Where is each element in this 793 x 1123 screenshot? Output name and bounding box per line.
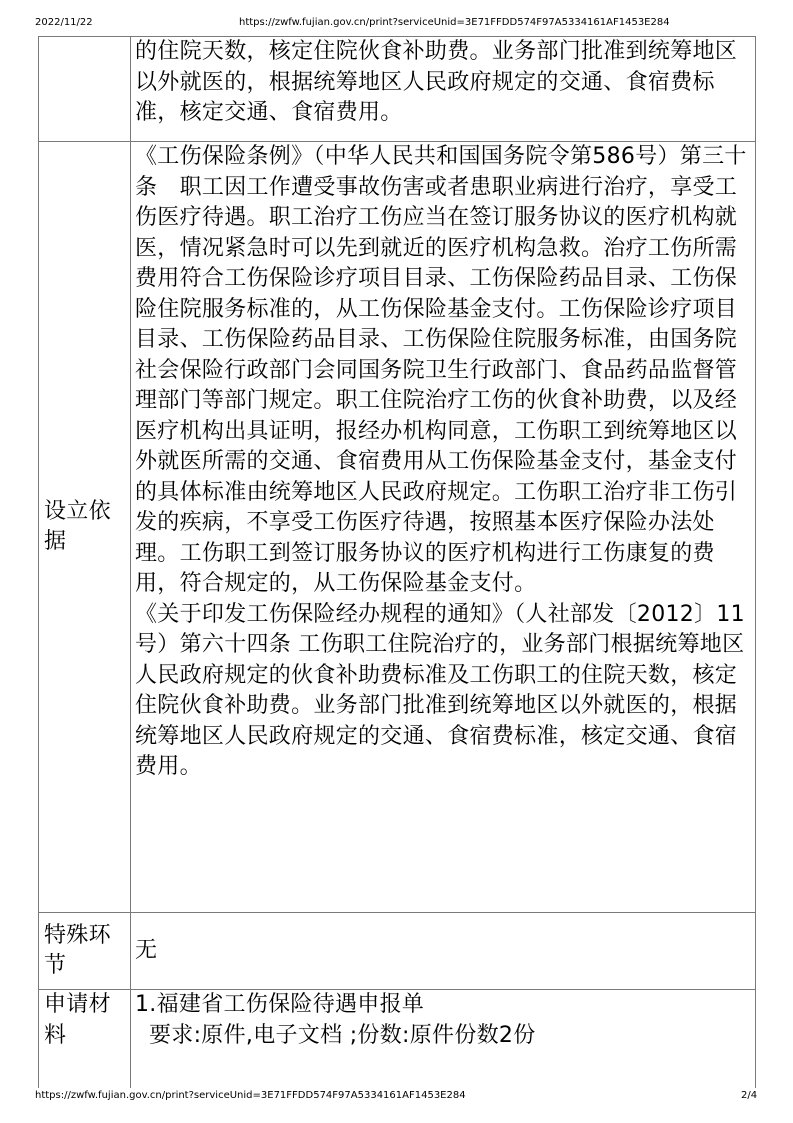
materials-label: 申请材料 bbox=[44, 992, 111, 1048]
empty-label-cell bbox=[39, 37, 131, 142]
print-footer-url: https://zwfw.fujian.gov.cn/print?serviceUnid=3E71FFDD574F97A5334161AF1453E284 bbox=[35, 1090, 466, 1101]
special-value: 无 bbox=[135, 937, 158, 963]
page-number: 2/4 bbox=[741, 1090, 758, 1101]
continued-text: 的住院天数，核定住院伙食补助费。业务部门批准到统筹地区以外就医的，根据统筹地区人民政府规定的交通、食宿费标准，核定交通、食宿费用。 bbox=[135, 39, 738, 125]
continued-text-cell bbox=[131, 37, 756, 142]
table-row-continued bbox=[39, 37, 756, 142]
print-header-url: https://zwfw.fujian.gov.cn/print?serviceUnid=3E71FFDD574F97A5334161AF1453E284 bbox=[239, 17, 670, 28]
basis-paragraph-1: 《工伤保险条例》（中华人民共和国国务院令第586号）第三十条 职工因工作遭受事故伤害或者患职业病进行治疗，享受工伤医疗待遇。职工治疗工伤应当在签订服务协议的医疗机构就医，情况紧急时可以先到就近的医疗机构急救。治疗工伤所需费用符合工伤保险诊疗项目目录、工伤保险药品目录、工伤保险住院服务标准的，从工伤保险基金支付。工伤保险诊疗项目目录、工伤保险药品目录、工伤保险住院服务标准，由国务院社会保险行政部门会同国务院卫生行政部门、食品药品监督管理部门等部门规定。职工住院治疗工伤的伙食补助费，以及经医疗机构出具证明，报经办机构同意，工伤职工到统筹地区以外就医所需的交通、食宿费用从工伤保险基金支付，基金支付的具体标准由统筹地区人民政府规定。工伤职工治疗非工伤引发的疾病，不享受工伤医疗待遇，按照基本医疗保险办法处理。工伤职工到签订服务协议的医疗机构进行工伤康复的费用，符合规定的，从工伤保险基金支付。 bbox=[135, 144, 747, 596]
materials-value-cell bbox=[131, 990, 756, 1089]
service-info-table bbox=[38, 36, 756, 1088]
basis-paragraph-2: 《关于印发工伤保险经办规程的通知》（人社部发〔2012〕11号）第六十四条 工伤职工住院治疗的，业务部门根据统筹地区人民政府规定的伙食补助费标准及工伤职工的住院天数，核定住院伙食补助费。业务部门批准到统筹地区以外就医的，根据统筹地区人民政府规定的交通、食宿费标准，核定交通、食宿费用。 bbox=[135, 601, 745, 779]
material-item-1-requirement: 要求:原件,电子文档 ;份数:原件份数2份 bbox=[149, 1022, 536, 1048]
table-row-basis bbox=[39, 142, 756, 913]
special-label: 特殊环节 bbox=[44, 922, 111, 978]
table-row-special bbox=[39, 913, 756, 990]
special-label-cell bbox=[39, 913, 131, 990]
table-row-materials bbox=[39, 990, 756, 1089]
basis-value-cell bbox=[131, 142, 756, 913]
materials-label-cell bbox=[39, 990, 131, 1089]
material-item-1: 1.福建省工伤保险待遇申报单 bbox=[135, 992, 425, 1017]
print-date: 2022/11/22 bbox=[35, 17, 93, 28]
basis-label-cell bbox=[39, 142, 131, 913]
basis-label: 设立依据 bbox=[44, 498, 111, 554]
document-table-frame bbox=[38, 36, 756, 1088]
special-value-cell bbox=[131, 913, 756, 990]
